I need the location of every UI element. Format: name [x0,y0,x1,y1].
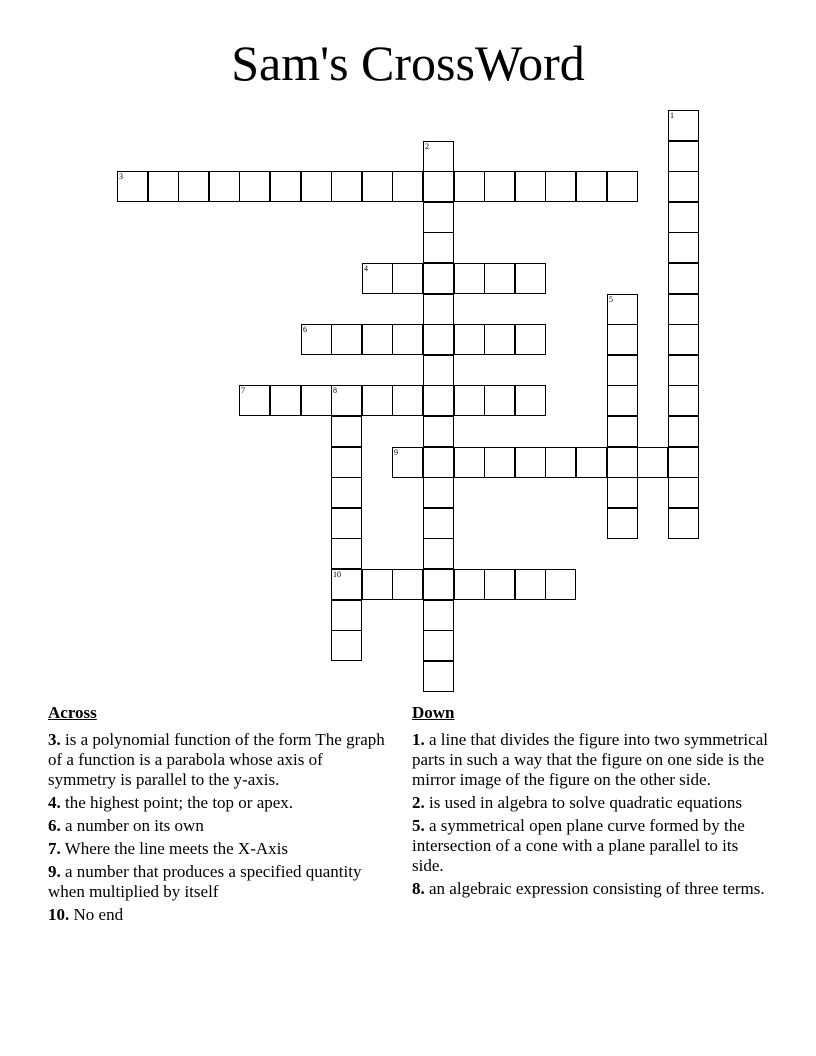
down-clue [412,879,772,899]
page-title: Sam's CrossWord [231,35,585,91]
grid-cell[interactable] [423,569,454,600]
clue-number: 10. [48,905,70,924]
grid-cell[interactable] [423,294,454,325]
grid-cell[interactable] [362,263,393,294]
cell-number: 3 [119,172,123,181]
grid-cell[interactable] [607,508,638,539]
grid-cell[interactable] [515,447,546,478]
grid-cell[interactable] [423,355,454,386]
cell-number: 2 [425,142,429,151]
grid-cell[interactable] [362,385,393,416]
clue-text: an algebraic expression consisting of three terms. [429,879,765,898]
clue-text: a number that produces a specified quantity when multiplied by itself [48,862,362,901]
grid-cell[interactable] [270,171,301,202]
grid-cell[interactable] [668,508,699,539]
grid-cell[interactable] [392,447,423,478]
clue-number: 6. [48,816,61,835]
grid-cell[interactable] [668,447,699,478]
grid-cell[interactable] [423,324,454,355]
grid-cell[interactable] [423,141,454,172]
grid-cell[interactable] [484,324,515,355]
grid-cell[interactable] [301,324,332,355]
grid-cell[interactable] [668,263,699,294]
grid-cell[interactable] [607,416,638,447]
clue-text: the highest point; the top or apex. [65,793,294,812]
grid-cell[interactable] [423,600,454,631]
down-clue [412,730,772,790]
grid-cell[interactable] [607,447,638,478]
grid-cell[interactable] [668,385,699,416]
across-clue [48,816,393,836]
grid-cell[interactable] [331,324,362,355]
grid-cell[interactable] [423,508,454,539]
across-clues [48,703,393,928]
grid-cell[interactable] [668,324,699,355]
grid-cell[interactable] [515,324,546,355]
grid-cell[interactable] [423,202,454,233]
grid-cell[interactable] [515,263,546,294]
grid-cell[interactable] [423,232,454,263]
grid-cell[interactable] [668,110,699,141]
grid-cell[interactable] [668,477,699,508]
grid-cell[interactable] [607,171,638,202]
grid-cell[interactable] [239,171,270,202]
grid-cell[interactable] [607,477,638,508]
grid-cell[interactable] [454,171,485,202]
grid-cell[interactable] [484,171,515,202]
grid-cell[interactable] [607,294,638,325]
clue-text: is a polynomial function of the form The graph of a function is a parabola whose axis of symmetry is parallel to the y-axis. [48,730,385,789]
grid-cell[interactable] [148,171,179,202]
across-heading: Across [48,703,97,722]
cell-number: 5 [609,295,613,304]
grid-cell[interactable] [331,477,362,508]
grid-cell[interactable] [331,385,362,416]
grid-cell[interactable] [331,600,362,631]
cell-number: 4 [364,264,368,273]
grid-cell[interactable] [668,202,699,233]
grid-cell[interactable] [423,171,454,202]
grid-cell[interactable] [392,263,423,294]
grid-cell[interactable] [331,508,362,539]
grid-cell[interactable] [331,630,362,661]
grid-cell[interactable] [392,171,423,202]
grid-cell[interactable] [178,171,209,202]
cell-number: 7 [241,386,245,395]
down-clue [412,793,772,813]
grid-cell[interactable] [515,171,546,202]
grid-cell[interactable] [423,447,454,478]
grid-cell[interactable] [484,263,515,294]
clue-number: 7. [48,839,61,858]
clue-number: 4. [48,793,61,812]
clue-number: 1. [412,730,425,749]
across-clue [48,730,393,790]
grid-cell[interactable] [301,385,332,416]
grid-cell[interactable] [423,385,454,416]
grid-cell[interactable] [239,385,270,416]
clue-text: is used in algebra to solve quadratic equations [429,793,742,812]
cell-number: 10 [333,570,341,579]
grid-cell[interactable] [668,232,699,263]
down-clues [412,703,772,902]
grid-cell[interactable] [454,569,485,600]
grid-cell[interactable] [454,324,485,355]
grid-cell[interactable] [607,355,638,386]
grid-cell[interactable] [331,447,362,478]
clue-text: a number on its own [65,816,204,835]
grid-cell[interactable] [117,171,148,202]
grid-cell[interactable] [423,477,454,508]
clue-number: 2. [412,793,425,812]
grid-cell[interactable] [576,447,607,478]
across-clue [48,793,393,813]
down-clue [412,816,772,876]
grid-cell[interactable] [270,385,301,416]
grid-cell[interactable] [668,294,699,325]
grid-cell[interactable] [545,569,576,600]
clue-number: 8. [412,879,425,898]
grid-cell[interactable] [392,324,423,355]
clue-text: Where the line meets the X-Axis [64,839,288,858]
grid-cell[interactable] [607,385,638,416]
grid-cell[interactable] [454,385,485,416]
down-heading: Down [412,703,455,722]
grid-cell[interactable] [576,171,607,202]
cell-number: 8 [333,386,337,395]
grid-cell[interactable] [484,385,515,416]
grid-cell[interactable] [362,171,393,202]
grid-cell[interactable] [331,171,362,202]
clue-text: a symmetrical open plane curve formed by the intersection of a cone with a plane parallel to its side. [412,816,745,875]
grid-cell[interactable] [331,538,362,569]
grid-cell[interactable] [209,171,240,202]
grid-cell[interactable] [392,385,423,416]
grid-cell[interactable] [668,141,699,172]
grid-cell[interactable] [331,416,362,447]
cell-number: 9 [394,448,398,457]
grid-cell[interactable] [423,416,454,447]
cell-number: 1 [670,111,674,120]
grid-cell[interactable] [484,569,515,600]
grid-cell[interactable] [423,263,454,294]
clue-number: 5. [412,816,425,835]
grid-cell[interactable] [454,263,485,294]
across-clue [48,839,393,859]
grid-cell[interactable] [423,630,454,661]
grid-cell[interactable] [515,569,546,600]
grid-cell[interactable] [392,569,423,600]
grid-cell[interactable] [607,324,638,355]
grid-cell[interactable] [362,569,393,600]
grid-cell[interactable] [668,171,699,202]
grid-cell[interactable] [301,171,332,202]
grid-cell[interactable] [423,538,454,569]
grid-cell[interactable] [515,385,546,416]
grid-cell[interactable] [362,324,393,355]
grid-cell[interactable] [545,447,576,478]
grid-cell[interactable] [545,171,576,202]
across-clue [48,862,393,902]
grid-cell[interactable] [668,416,699,447]
grid-cell[interactable] [454,447,485,478]
clue-text: a line that divides the figure into two symmetrical parts in such a way that the figure on one side is the mirror image of the figure on the other side. [412,730,768,789]
clue-number: 9. [48,862,61,881]
cell-number: 6 [303,325,307,334]
grid-cell[interactable] [668,355,699,386]
across-clue [48,905,393,925]
grid-cell[interactable] [331,569,362,600]
grid-cell[interactable] [423,661,454,692]
grid-cell[interactable] [484,447,515,478]
clue-text: No end [73,905,124,924]
clue-number: 3. [48,730,61,749]
grid-cell[interactable] [637,447,668,478]
